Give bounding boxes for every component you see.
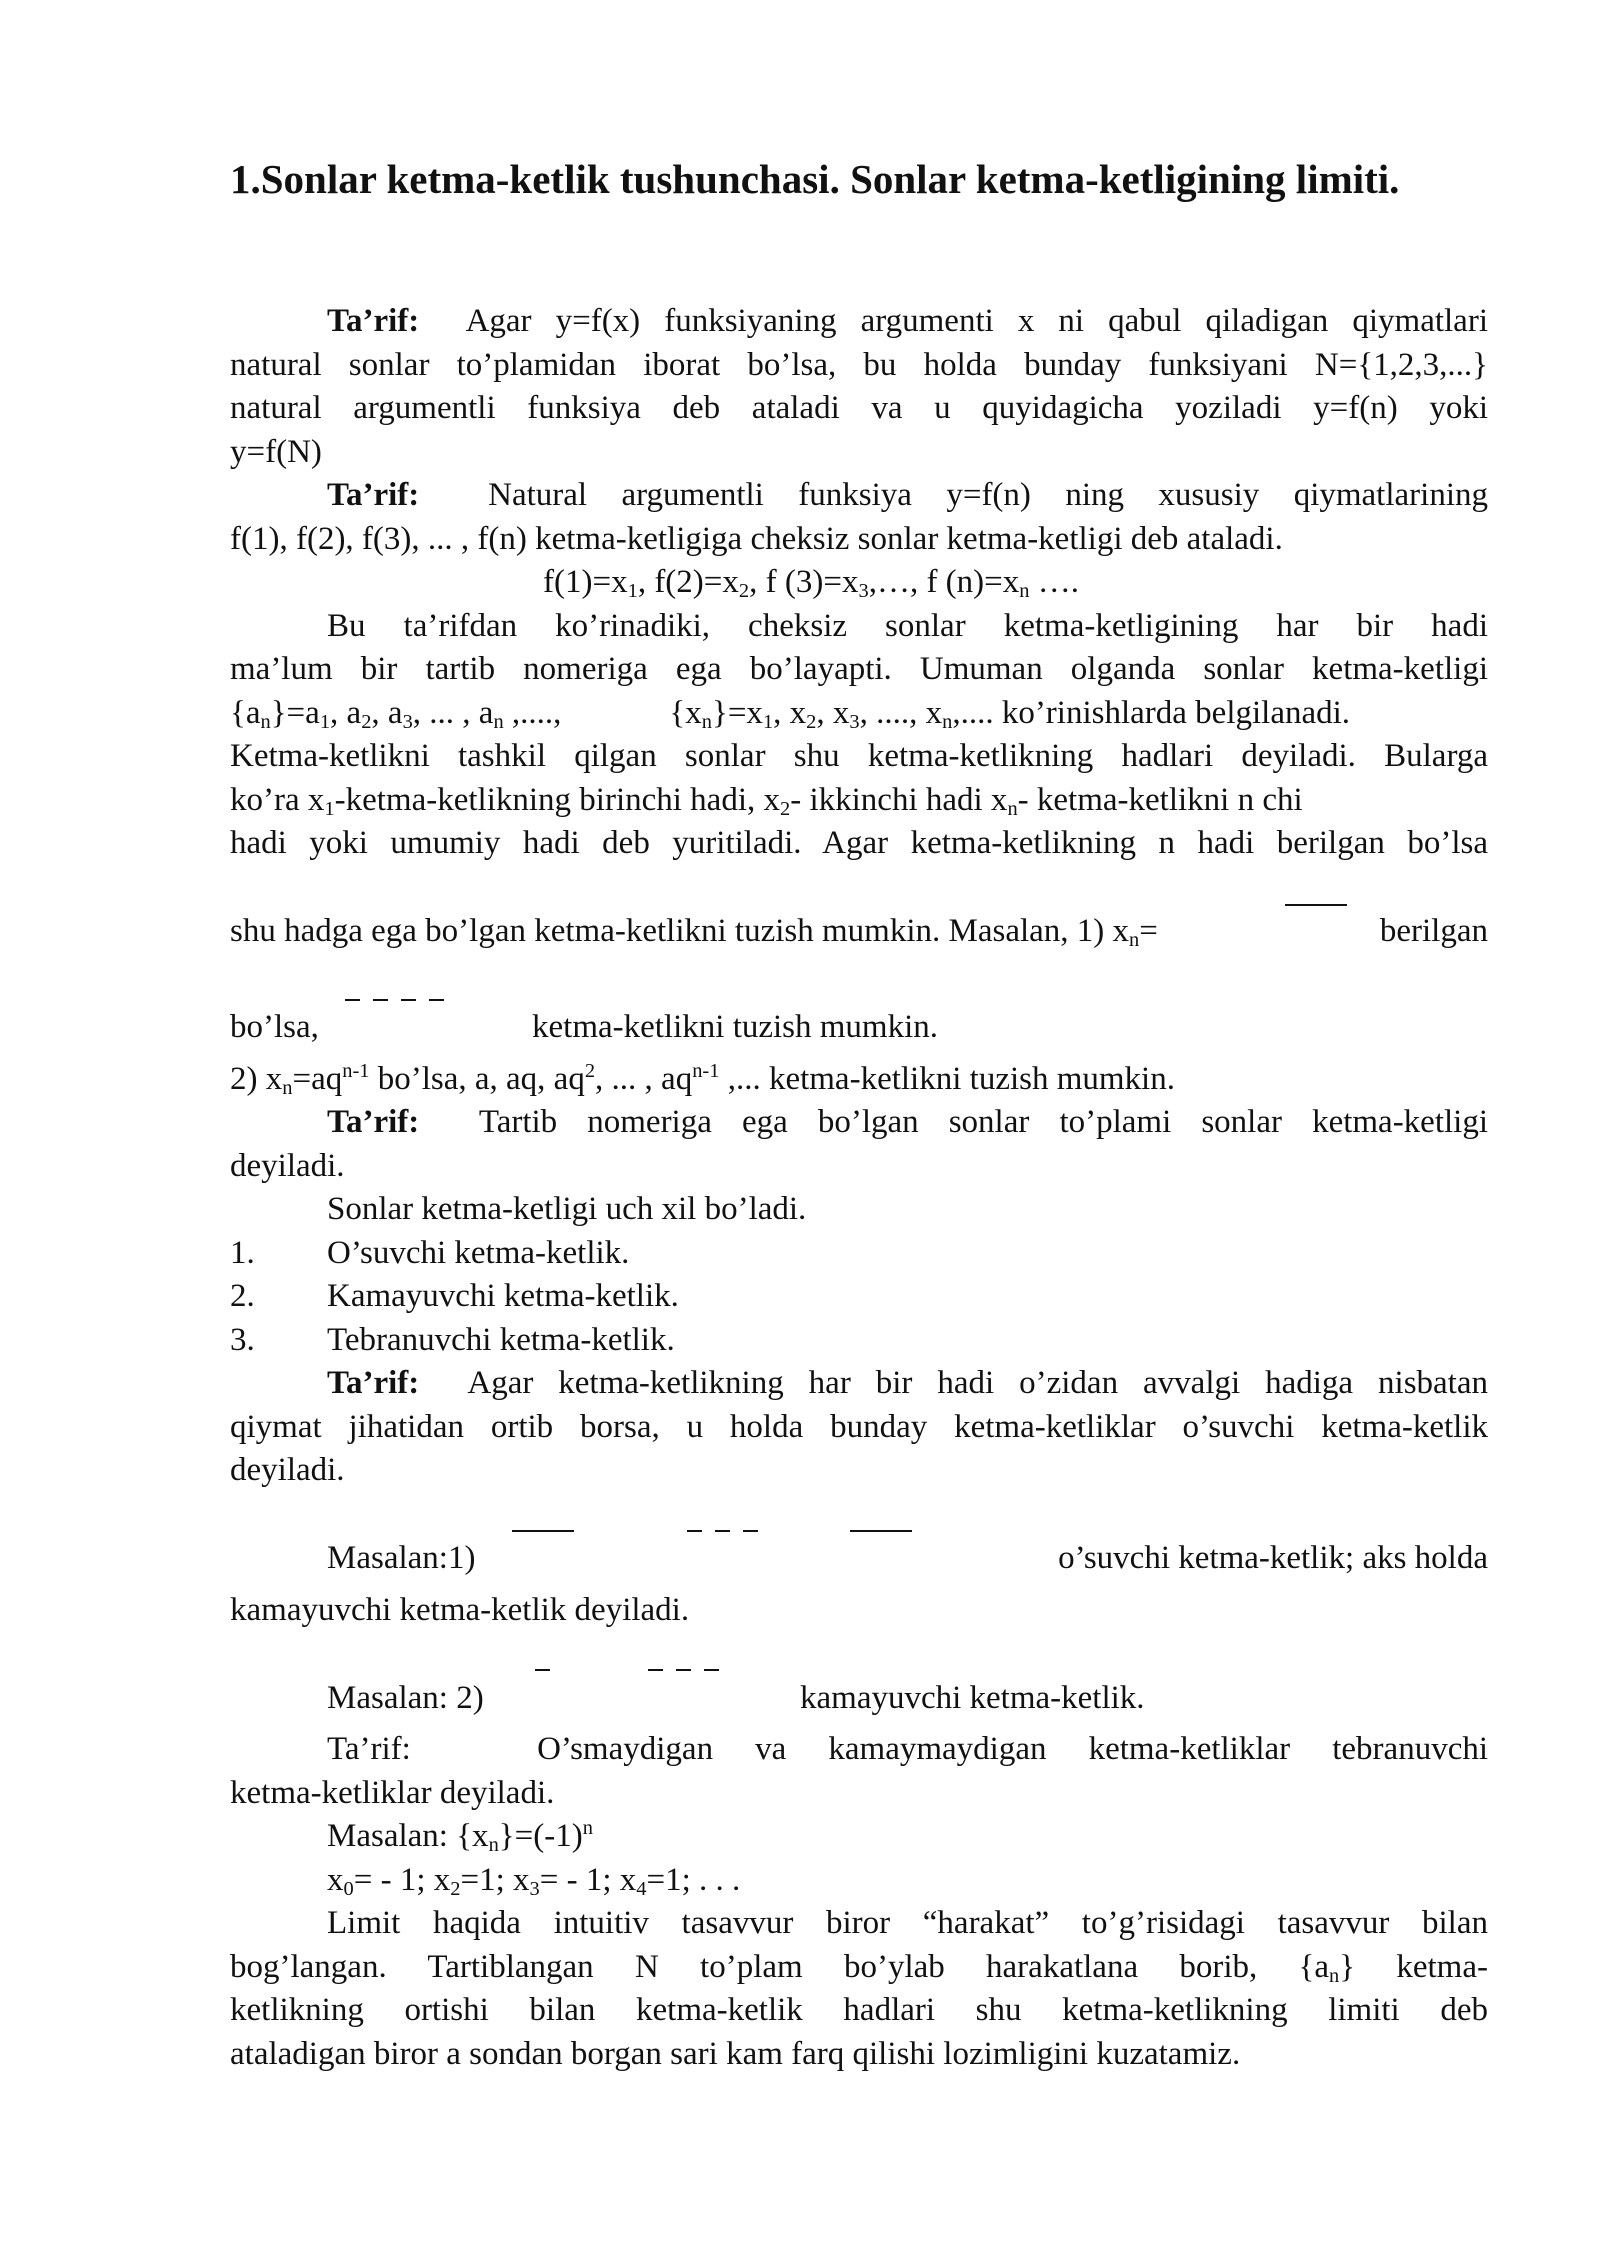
paragraph-line: 2) $x_n=aq^{n-1}$ bo’lsa, a, aq, $aq^2$, ... , $aq^{n-1}$ ,... ketma-ketlikni tuzish mumkin. [230,1059,1175,1099]
paragraph-line: ko’ra $x_1-ketma$-ketlikning birinchi hadi, $x_2-$ ikkinchi hadi $x_n-$ ketma-ketlikni n chi [230,781,1303,820]
paragraph-line: deyiladi. [230,1452,345,1488]
paragraph-line: Masalan: 2) kamayuvchi ketma-ketlik. [230,1632,1488,1728]
formula-overline [704,1669,719,1671]
paragraph-line: deyiladi. [230,1147,345,1184]
text: Agar y=f(x) funksiyaning argumenti x ni qabul qiladigan qiymatlari [465,303,1488,339]
formula-overline [715,1530,730,1532]
paragraph-line: y=f(N) [230,433,322,470]
paragraph-line: natural sonlar to’plamidan iborat bo’lsa, bu holda bunday funksiyani N={1,2,3,...} [230,346,1488,383]
formula-overline [850,1530,912,1532]
paragraph-line: Bu ta’rifdan ko’rinadiki, cheksiz sonlar ketma-ketligining har bir hadi [327,607,1488,644]
formula-overline [687,1530,702,1532]
paragraph-line: Masalan: $\{x_n\}=(-1)^n$ [327,1817,593,1856]
formula-overline [1285,904,1347,906]
paragraph-line: Limit haqida intuitiv tasavvur biror “harakat” to’g’risidagi tasavvur bilan [327,1905,1488,1941]
paragraph-line: $\{a_n\}=a_1$, $a_2$, $a_3$, ... , $a_n$ ,...., $\{x_n\}=x_1$, $x_2$, $x_3$, ...., $x_n$,.... ko’rinishlarda belgilanadi. [230,694,1351,733]
paragraph-line: hadi yoki umumiy hadi deb yuritiladi. Agar ketma-ketlikning n hadi berilgan bo’lsa [230,825,1488,861]
formula-overline [648,1669,663,1671]
paragraph-line: Ta’rif: O’smaydigan va kamaymaydigan ketma-ketliklar tebranuvchi [327,1731,1489,1767]
paragraph-line [230,1362,1488,1406]
document-body [230,300,1488,2076]
paragraph-line: shu hadga ega bo’lgan ketma-ketlikni tuzish mumkin. Masalan, 1) $x_n=$ berilgan [230,866,1488,962]
formula-overline [676,1669,691,1671]
formula-overline [535,1669,550,1671]
text: Tartib nomeriga ega bo’lgan sonlar to’plami sonlar ketma-ketligi [478,1104,1489,1140]
definition-label: Ta’rif: [327,477,420,513]
paragraph-line: ketlikning ortishi bilan ketma-ketlik hadlari shu ketma-ketlikning limiti deb [230,1992,1488,2028]
formula-line: $f(1)=x_1$, $f(2)=x_2$, f $(3)=x_3,\dots$, f $(n)=x_n$ …. [543,564,1079,602]
definition-label: Ta’rif: [327,1365,420,1401]
formula-overline [373,999,388,1001]
paragraph-line: Sonlar ketma-ketligi uch xil bo’ladi. [327,1191,807,1227]
paragraph-line: kamayuvchi ketma-ketlik deyiladi. [230,1591,690,1628]
paragraph-line [230,474,1488,518]
paragraph-line: ma’lum bir tartib nomeriga ega bo’layapti. Umuman olganda sonlar ketma-ketligi [230,651,1488,687]
formula-overline [401,999,416,1001]
paragraph-line: ataladigan biror a sondan borgan sari kam farq qilishi lozimligini kuzatamiz. [230,2035,1241,2072]
formula-overline [345,999,360,1001]
paragraph-line: $x_0= - 1$; $x_2=1$; $x_3= - 1$; $x_4=1$; . . . [327,1861,741,1900]
paragraph-line: qiymat jihatidan ortib borsa, u holda bunday ketma-ketliklar o’suvchi ketma-ketlik [230,1408,1488,1445]
paragraph-line [230,300,1488,344]
paragraph-line [230,1101,1488,1145]
list-item: 3. Tebranuvchi ketma-ketlik. [230,1321,675,1358]
paragraph-line: natural argumentli funksiya deb ataladi va u quyidagicha yoziladi y=f(n) yoki [230,390,1488,426]
paragraph-line: Ketma-ketlikni tashkil qilgan sonlar shu ketma-ketlikning hadlari deyiladi. Bularga [230,738,1488,774]
formula-overline [743,1530,758,1532]
paragraph-line: ketma-ketliklar deyiladi. [230,1774,555,1811]
text: Natural argumentli funksiya y=f(n) ning xususiy qiymatlarining [488,477,1488,513]
list-item: 2. Kamayuvchi ketma-ketlik. [230,1278,679,1314]
formula-overline [512,1530,574,1532]
paragraph-line: f(1), f(2), f(3), ... , f(n) ketma-ketligiga cheksiz sonlar ketma-ketligi deb ataladi. [230,520,1283,557]
definition-label: Ta’rif: [327,303,420,339]
paragraph-line: bog’langan. Tartiblangan N to’plam bo’ylab harakatlana borib, $\{a_n\}$ ketma- [230,1948,1488,1987]
paragraph-line: bo’lsa, ketma-ketlikni tuzish mumkin. [230,962,1488,1058]
page-title: 1.Sonlar ketma-ketlik tushunchasi. Sonlar ketma-ketligining limiti. [230,156,1400,202]
list-item: 1. O’suvchi ketma-ketlik. [230,1234,630,1271]
text: Agar ketma-ketlikning har bir hadi o’zidan avvalgi hadiga nisbatan [467,1365,1488,1401]
definition-label: Ta’rif: [327,1104,420,1140]
paragraph-line: Masalan:1) o’suvchi ketma-ketlik; aks holda [230,1493,1488,1589]
formula-overline [429,999,444,1001]
